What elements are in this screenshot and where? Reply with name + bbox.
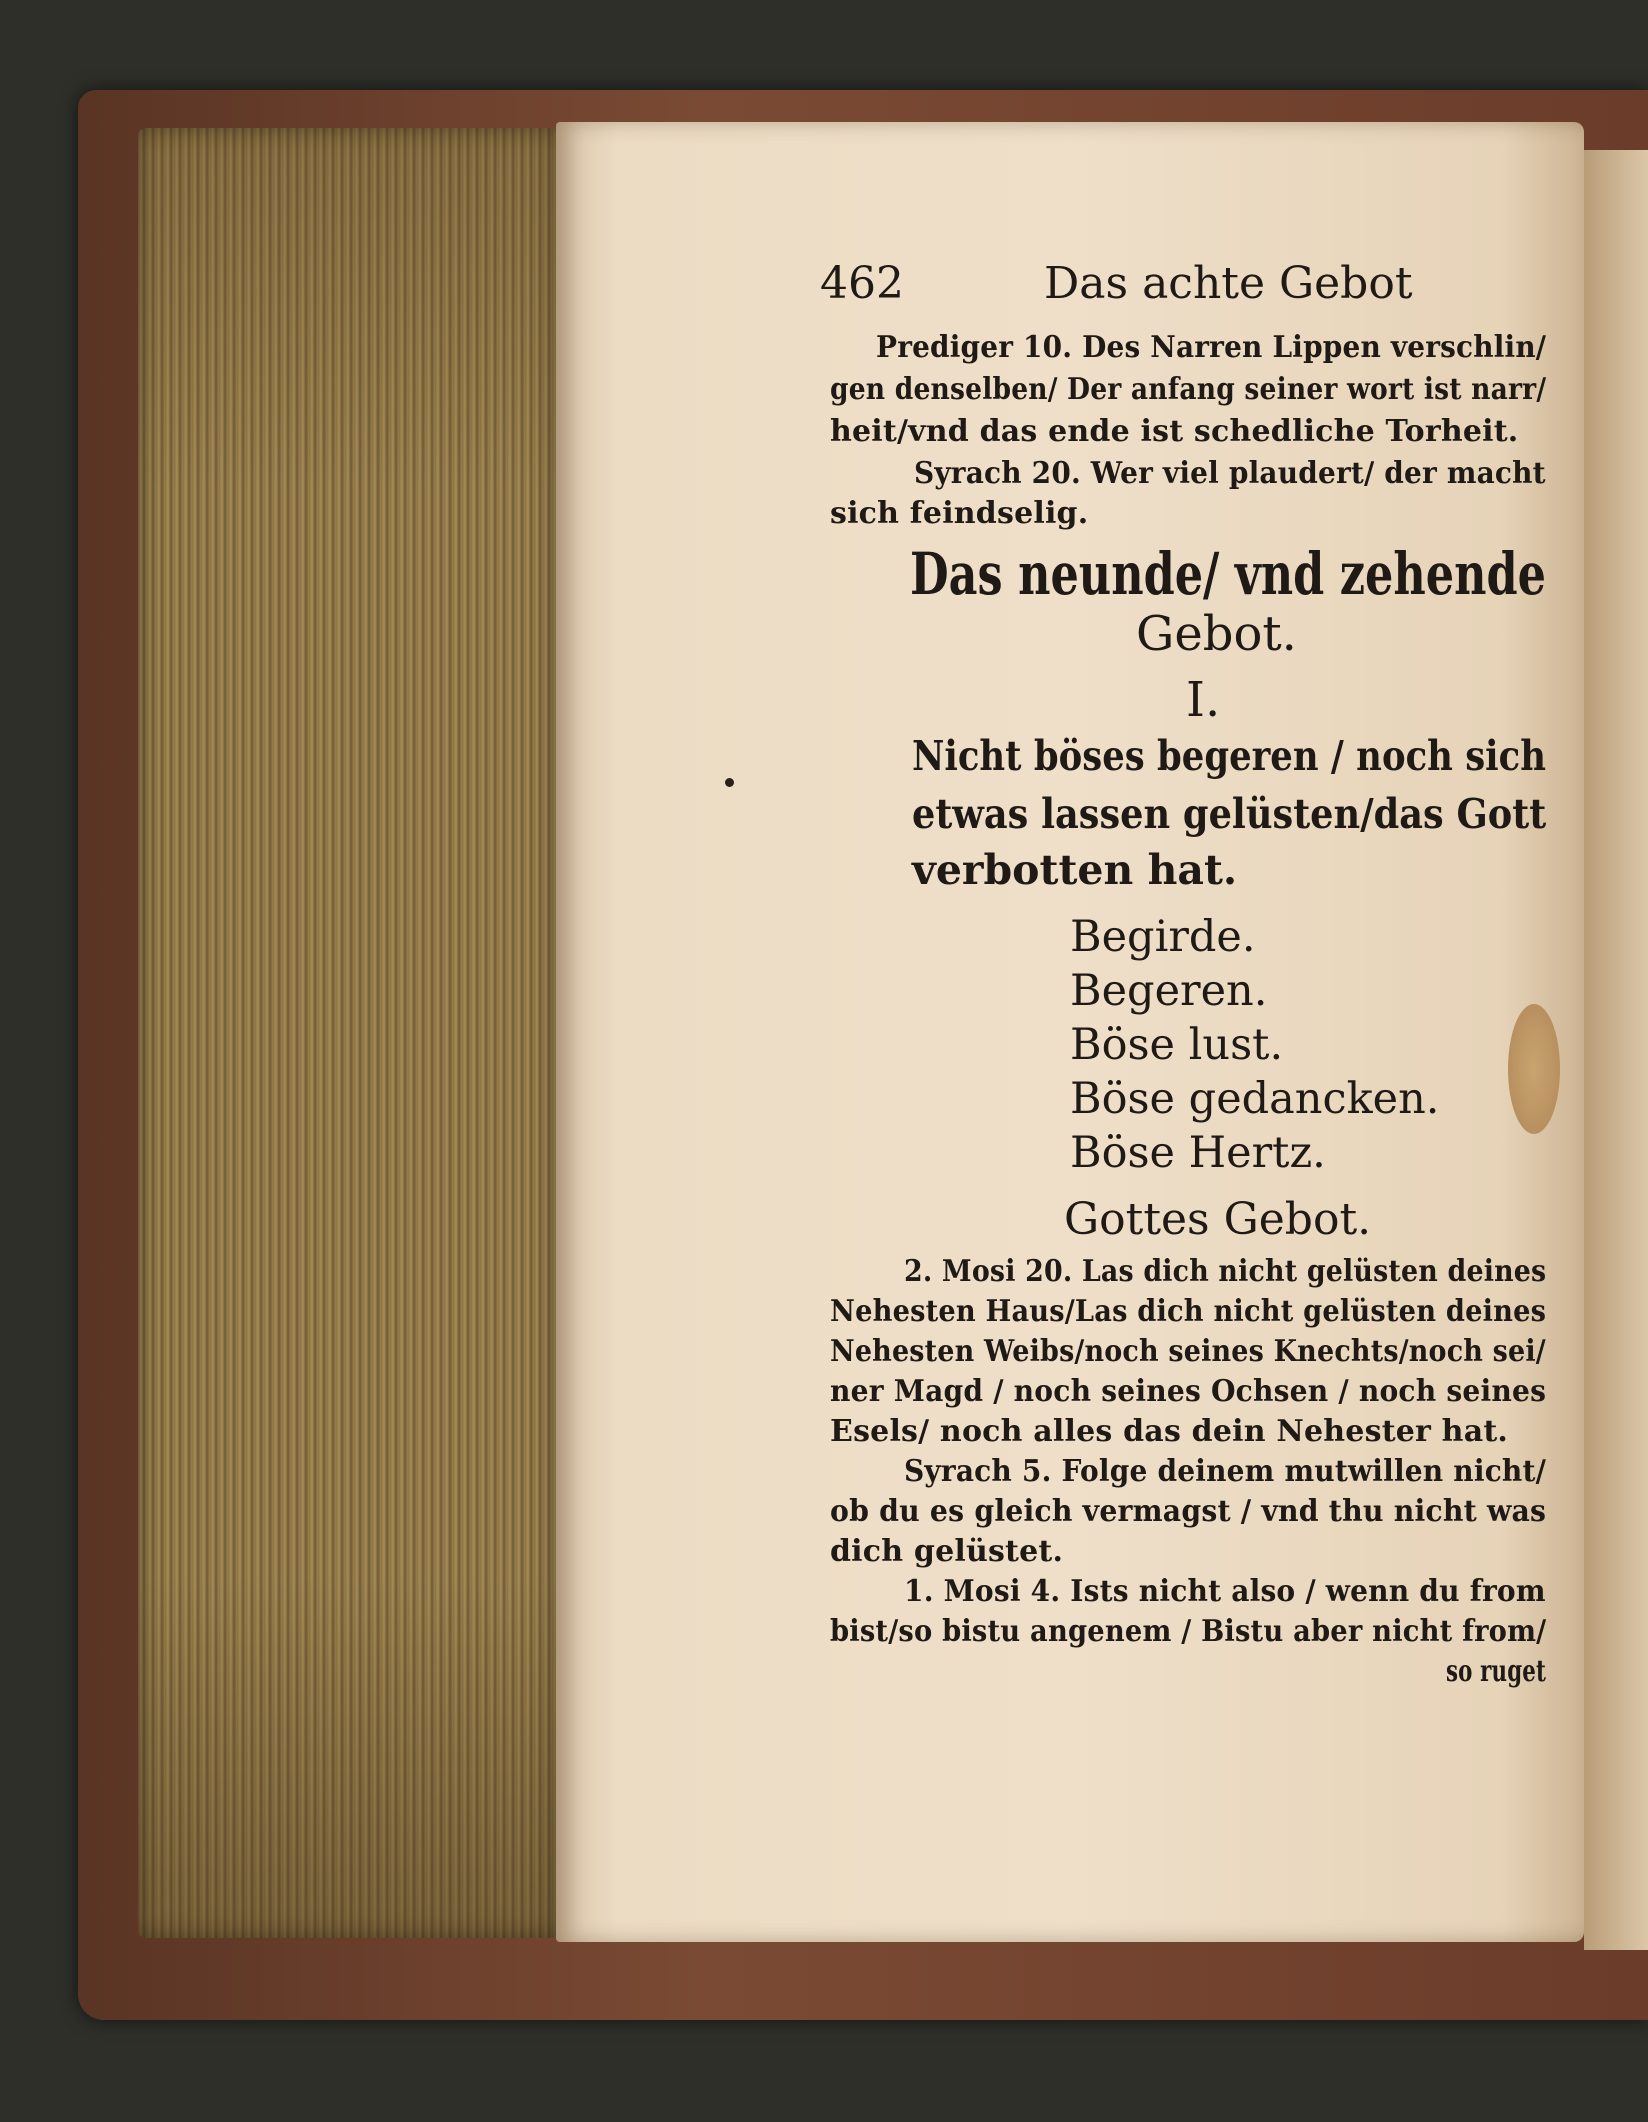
statement-line: etwas lassen gelüsten/das Gott: [912, 790, 1547, 838]
text-line: 1. Mosi 4. Ists nicht also / wenn du from: [904, 1574, 1546, 1609]
statement-line: verbotten hat.: [912, 846, 1238, 894]
section-numeral: I.: [1186, 672, 1221, 728]
section-title-cont: Gebot.: [1136, 606, 1297, 662]
subheading: Gottes Gebot.: [1064, 1194, 1372, 1245]
page-number: 462: [820, 258, 904, 309]
term-item: Begeren.: [1070, 966, 1268, 1016]
next-page-edge: [1584, 150, 1648, 1950]
catchword: so ruget: [1446, 1654, 1547, 1689]
text-line: sich feindselig.: [830, 496, 1089, 531]
section-title: Das neunde/ vnd zehende: [910, 540, 1546, 608]
text-line: dich gelüstet.: [830, 1534, 1064, 1569]
ink-dot: [725, 778, 734, 787]
text-line: Syrach 5. Folge deinem mutwillen nicht/: [904, 1454, 1547, 1489]
page-header: [820, 258, 1413, 309]
text-line: Nehesten Weibs/noch seines Knechts/noch sei/: [830, 1334, 1546, 1369]
text-line: Nehesten Haus/Las dich nicht gelüsten deines: [830, 1294, 1547, 1329]
text-line: Prediger 10. Des Narren Lippen verschlin/: [876, 330, 1547, 365]
text-line: bist/so bistu angenem / Bistu aber nicht from/: [830, 1614, 1547, 1649]
text-line: ob du es gleich vermagst / vnd thu nicht was: [830, 1494, 1547, 1529]
term-item: Böse lust.: [1070, 1020, 1284, 1070]
page-stain: [1508, 1004, 1560, 1134]
term-item: Böse Hertz.: [1070, 1128, 1326, 1178]
text-line: ner Magd / noch seines Ochsen / noch seines: [830, 1374, 1547, 1409]
text-line: Esels/ noch alles das dein Nehester hat.: [830, 1414, 1509, 1449]
text-line: Syrach 20. Wer viel plaudert/ der macht: [914, 456, 1546, 491]
text-line: heit/vnd das ende ist schedliche Torheit.: [830, 414, 1519, 449]
page-edges: [138, 128, 558, 1938]
term-item: Böse gedancken.: [1070, 1074, 1440, 1124]
running-title: Das achte Gebot: [1044, 258, 1413, 309]
text-line: 2. Mosi 20. Las dich nicht gelüsten deines: [904, 1254, 1547, 1289]
statement-line: Nicht böses begeren / noch sich: [912, 732, 1546, 780]
term-item: Begirde.: [1070, 912, 1256, 962]
text-line: gen denselben/ Der anfang seiner wort ist narr/: [830, 372, 1547, 407]
